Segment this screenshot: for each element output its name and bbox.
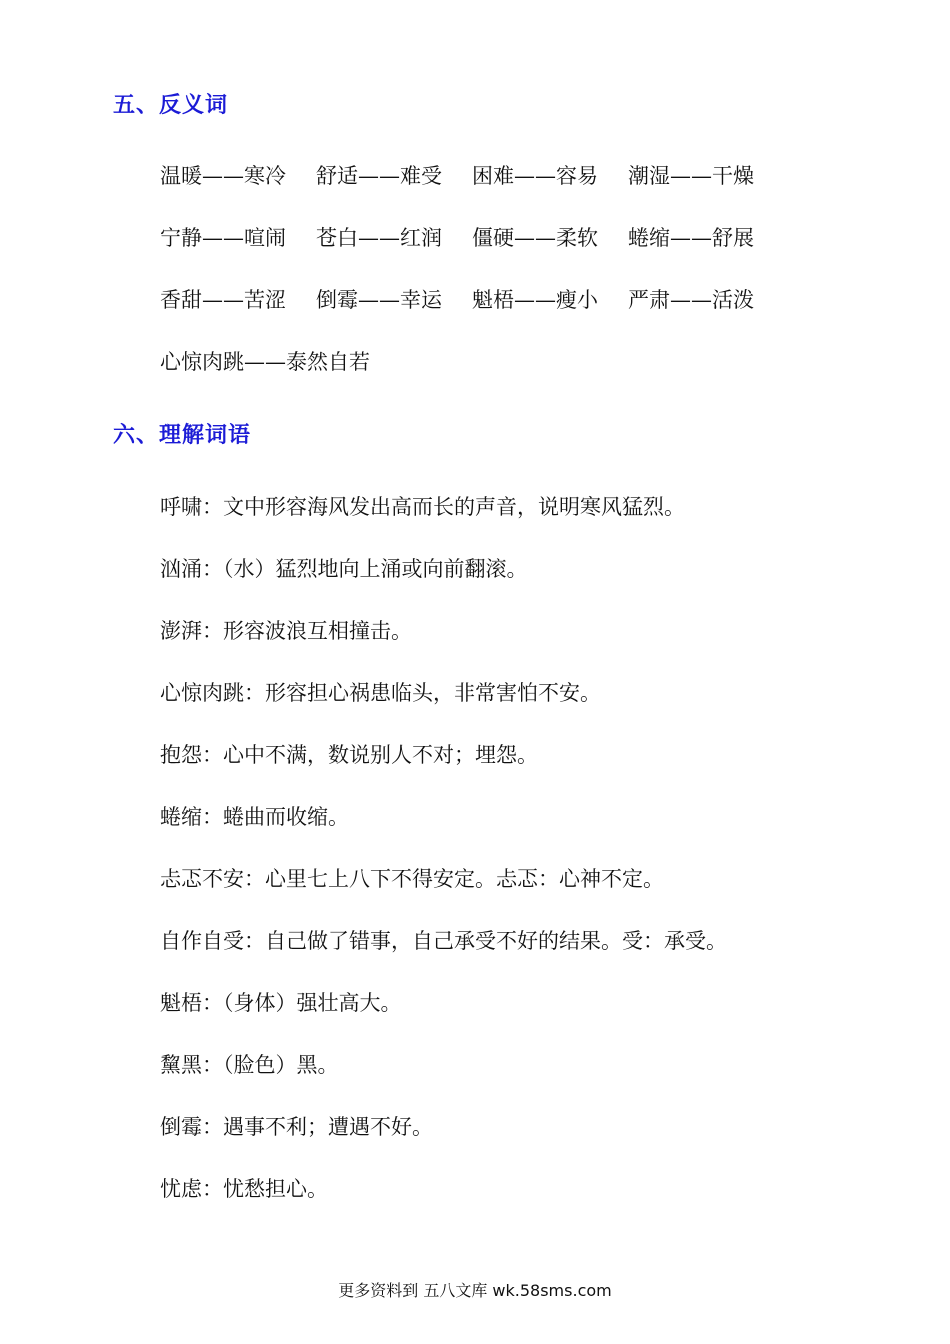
definition-item: 蜷缩：蜷曲而收缩。 (160, 805, 349, 829)
antonym-pair: 潮湿——干燥 (628, 164, 754, 188)
antonym-pair: 苍白——红润 (316, 226, 442, 250)
antonym-pair: 倒霉——幸运 (316, 288, 442, 312)
antonym-row (160, 284, 784, 314)
section-heading-word-meanings: 六、理解词语 (113, 423, 252, 448)
definition-item: 澎湃：形容波浪互相撞击。 (160, 619, 412, 643)
antonym-pair: 困难——容易 (472, 164, 598, 188)
antonym-row (160, 160, 784, 190)
footer-link-text[interactable]: 更多资料到 五八文库 wk.58sms.com (338, 1281, 612, 1300)
definition-item: 心惊肉跳：形容担心祸患临头，非常害怕不安。 (160, 681, 601, 705)
antonym-pair: 蜷缩——舒展 (628, 226, 754, 250)
definition-item: 抱怨：心中不满，数说别人不对；埋怨。 (160, 743, 538, 767)
antonym-pair: 温暖——寒冷 (160, 164, 286, 188)
antonym-pair: 心惊肉跳——泰然自若 (160, 350, 370, 374)
definition-item: 汹涌：（水）猛烈地向上涌或向前翻滚。 (160, 557, 528, 581)
definition-item: 魁梧：（身体）强壮高大。 (160, 991, 402, 1015)
antonym-pair: 香甜——苦涩 (160, 288, 286, 312)
definition-item: 忐忑不安：心里七上八下不得安定。忐忑：心神不定。 (160, 867, 664, 891)
antonym-pair: 严肃——活泼 (628, 288, 754, 312)
section-heading-antonyms: 五、反义词 (113, 93, 229, 118)
definition-item: 呼啸：文中形容海风发出高而长的声音，说明寒风猛烈。 (160, 495, 685, 519)
definition-item: 自作自受：自己做了错事，自己承受不好的结果。受：承受。 (160, 929, 727, 953)
antonym-pair: 宁静——喧闹 (160, 226, 286, 250)
antonym-row (160, 346, 370, 376)
antonym-pair: 僵硬——柔软 (472, 226, 598, 250)
definition-item: 黧黑：（脸色）黑。 (160, 1053, 339, 1077)
antonym-row (160, 222, 784, 252)
definition-item: 倒霉：遇事不利；遭遇不好。 (160, 1115, 433, 1139)
antonym-pair: 魁梧——瘦小 (472, 288, 598, 312)
definition-item: 忧虑：忧愁担心。 (160, 1177, 328, 1201)
antonym-pair: 舒适——难受 (316, 164, 442, 188)
